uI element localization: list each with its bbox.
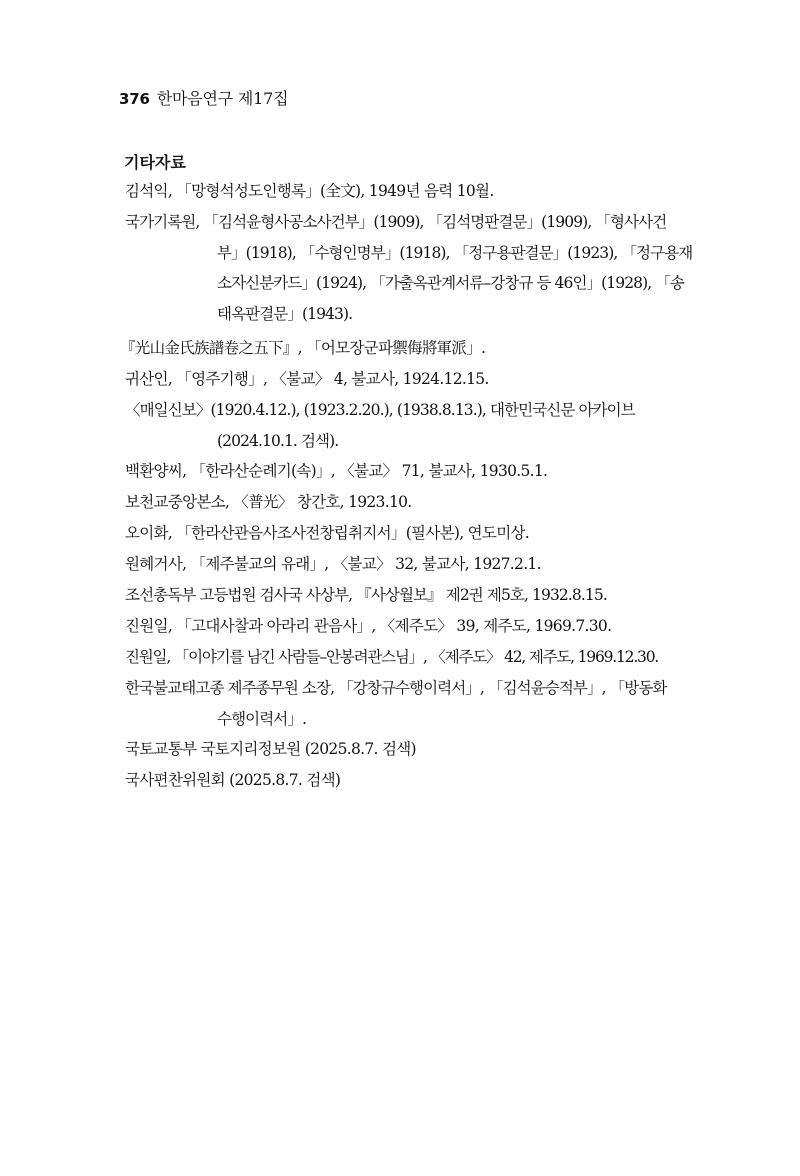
reference-entry [120, 333, 676, 364]
reference-line: 수행이력서」. [217, 709, 306, 728]
reference-line: 오이화, 「한라산관음사조사전창립취지서」(필사본), 연도미상. [125, 524, 529, 542]
reference-line: (2024.10.1. 검색). [217, 431, 339, 450]
reference-line: 국사편찬위원회 (2025.8.7. 검색) [125, 771, 341, 789]
reference-line: 귀산인, 「영주기행」, 〈불교〉 4, 불교사, 1924.12.15. [125, 370, 489, 388]
reference-line: 소자신분카드」(1924), 「가출옥관계서류–강창규 등 46인」(1928), 「송 [217, 274, 685, 292]
reference-line: 부」(1918), 「수형인명부」(1918), 「정구용판결문」(1923), 「정구용재 [217, 243, 693, 262]
reference-line: 조선총독부 고등법원 검사국 사상부, 『사상월보』 제2권 제5호, 1932.8.15. [125, 586, 607, 604]
reference-line: 『光山金氏族譜卷之五下』, 「어모장군파禦侮將軍派」. [120, 339, 486, 357]
reference-line: 백환양씨, 「한라산순례기(속)」, 〈불교〉 71, 불교사, 1930.5.1. [125, 462, 548, 480]
reference-entry [125, 176, 681, 207]
reference-entry [125, 456, 681, 487]
reference-entry [125, 487, 681, 518]
reference-entry [125, 580, 681, 611]
reference-line: 진원일, 「이야기를 남긴 사람들–안봉려관스님」, 〈제주도〉 42, 제주도, 1969.12.30. [125, 648, 659, 666]
reference-entry [125, 673, 681, 734]
reference-entry [125, 395, 681, 456]
reference-line: 원혜거사, 「제주불교의 유래」, 〈불교〉 32, 불교사, 1927.2.1. [125, 555, 541, 573]
reference-line: 보천교중앙본소, 〈普光〉 창간호, 1923.10. [125, 493, 412, 511]
reference-line: 〈매일신보〉(1920.4.12.), (1923.2.20.), (1938.8.13.), 대한민국신문 아카이브 [125, 401, 635, 419]
reference-entry [125, 642, 681, 673]
running-header [119, 86, 288, 109]
section-title: 기타자료 [124, 153, 186, 172]
journal-title: 한마음연구 제17집 [156, 89, 289, 108]
reference-entry [125, 611, 681, 642]
reference-line: 국토교통부 국토지리정보원 (2025.8.7. 검색) [125, 740, 416, 758]
reference-entry [125, 207, 693, 329]
reference-entry [125, 765, 681, 796]
reference-line: 진원일, 「고대사찰과 아라리 관음사」, 〈제주도〉 39, 제주도, 1969.7.30. [125, 617, 612, 635]
reference-line: 김석익, 「망형석성도인행록」(全文), 1949년 음력 10월. [125, 182, 494, 200]
reference-line: 태옥판결문」(1943). [217, 304, 353, 323]
reference-entry [125, 734, 681, 765]
reference-line: 한국불교태고종 제주종무원 소장, 「강창규수행이력서」, 「김석윤승적부」, 「방동화 [125, 679, 667, 697]
reference-entry [125, 518, 681, 549]
reference-entry [125, 364, 681, 395]
page-number: 376 [119, 90, 150, 108]
reference-entry [125, 549, 681, 580]
reference-line: 국가기록원, 「김석윤형사공소사건부」(1909), 「김석명판결문」(1909), 「형사사건 [125, 213, 667, 231]
